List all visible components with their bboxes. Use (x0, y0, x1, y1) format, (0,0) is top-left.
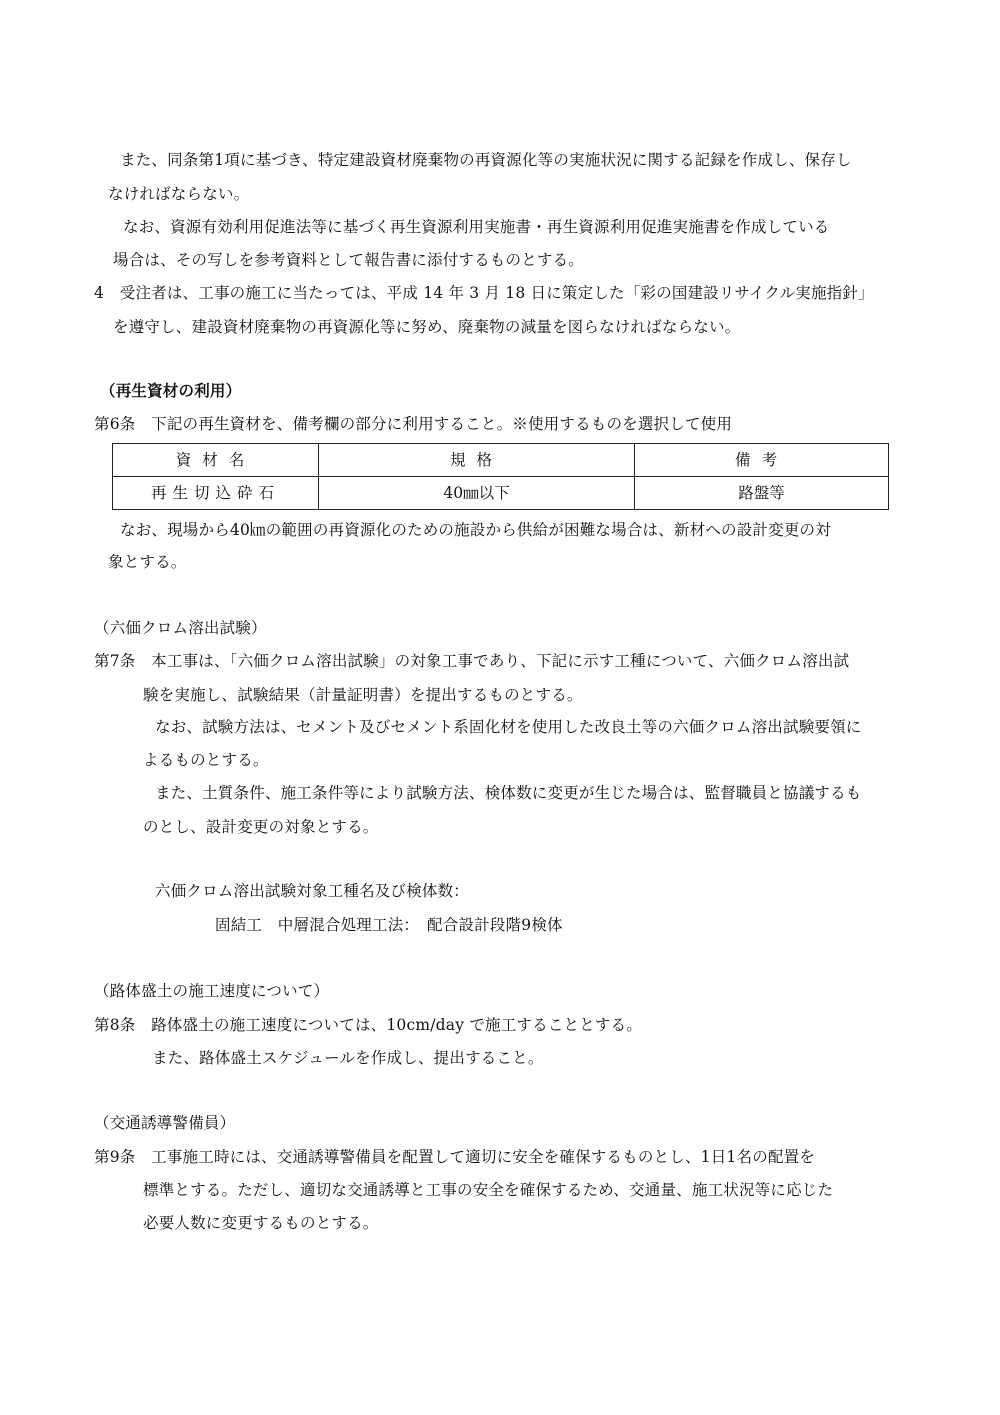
body-line: 必要人数に変更するものとする。 (143, 1214, 379, 1232)
body-line: また、路体盛土スケジュールを作成し、提出すること。 (152, 1049, 544, 1067)
body-line: なければならない。 (108, 185, 250, 203)
column-header: 資材名 (113, 444, 319, 477)
body-line: 象とする。 (108, 553, 187, 571)
section-heading: （交通誘導警備員） (94, 1114, 236, 1132)
body-line: なお、現場から40㎞の範囲の再資源化のための施設から供給が困難な場合は、新材への設計変更の対 (120, 521, 831, 539)
article-text: 第8条 路体盛土の施工速度については、10cm/day で施工することとする。 (94, 1016, 643, 1034)
section-heading: （路体盛土の施工速度について） (94, 982, 330, 1000)
table-cell: 路盤等 (635, 477, 889, 510)
table-row (113, 477, 889, 510)
body-line: を遵守し、建設資材廃棄物の再資源化等に努め、廃棄物の減量を図らなければならない。 (113, 318, 741, 336)
body-line: のとし、設計変更の対象とする。 (143, 818, 379, 836)
body-line: よるものとする。 (143, 751, 269, 769)
table-cell: 再生切込砕石 (113, 477, 319, 510)
body-line: また、土質条件、施工条件等により試験方法、検体数に変更が生じた場合は、監督職員と協議するも (155, 784, 862, 802)
body-line: 場合は、その写しを参考資料として報告書に添付するものとする。 (113, 251, 585, 269)
column-header: 規格 (319, 444, 635, 477)
body-line: 験を実施し、試験結果（計量証明書）を提出するものとする。 (143, 686, 583, 704)
body-line: なお、試験方法は、セメント及びセメント系固化材を使用した改良土等の六価クロム溶出試験要領に (155, 718, 862, 736)
article-text: 第6条 下記の再生資材を、備考欄の部分に利用すること。※使用するものを選択して使用 (94, 415, 733, 433)
table-cell: 40㎜以下 (319, 477, 635, 510)
list-title: 六価クロム溶出試験対象工種名及び検体数： (155, 882, 470, 900)
section-heading: （六価クロム溶出試験） (94, 619, 267, 637)
numbered-paragraph: 4 受注者は、工事の施工に当たっては、平成 14 年 3 月 18 日に策定した「彩の国建設リサイクル実施指針」 (94, 284, 874, 302)
body-line: 標準とする。ただし、適切な交通誘導と工事の安全を確保するため、交通量、施工状況等に応じた (143, 1181, 834, 1199)
recycled-materials-table (112, 443, 889, 510)
article-text: 第9条 工事施工時には、交通誘導警備員を配置して適切に安全を確保するものとし、1日1名の配置を (94, 1148, 815, 1166)
article-text: 第7条 本工事は、「六価クロム溶出試験」の対象工事であり、下記に示す工種について、六価クロム溶出試 (94, 652, 850, 670)
table-header-row (113, 444, 889, 477)
column-header: 備考 (635, 444, 889, 477)
list-item: 固結工 中層混合処理工法： 配合設計段階9検体 (215, 916, 563, 934)
section-heading: （再生資材の利用） (100, 381, 242, 400)
body-line: また、同条第1項に基づき、特定建設資材廃棄物の再資源化等の実施状況に関する記録を作成し、保存し (120, 151, 852, 169)
body-line: なお、資源有効利用促進法等に基づく再生資源利用実施書・再生資源利用促進実施書を作成している (123, 218, 830, 236)
